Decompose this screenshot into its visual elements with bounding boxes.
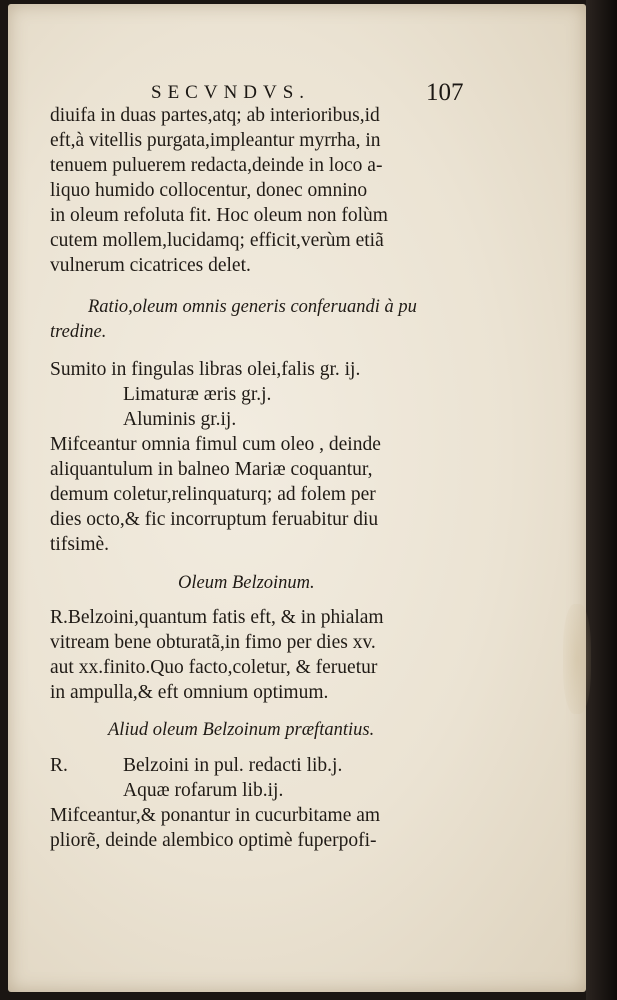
text-line: tifsimè. <box>50 534 110 555</box>
section-heading: Ratio,oleum omnis generis conferuandi à pu <box>88 297 417 317</box>
text-line: vulnerum cicatrices delet. <box>50 255 251 276</box>
text-line: tenuem puluerem redacta,deinde in loco a- <box>50 155 383 176</box>
text-line: in ampulla,& eft omnium optimum. <box>50 682 329 703</box>
section-heading: Oleum Belzoinum. <box>178 573 315 593</box>
text-line: aut xx.finito.Quo facto,coletur, & feruetur <box>50 657 378 678</box>
text-line: dies octo,& fic incorruptum feruabitur diu <box>50 509 379 530</box>
ingredient-line: Belzoini in pul. redacti lib.j. <box>123 755 343 776</box>
text-line: R.Belzoini,quantum fatis eft, & in phialam <box>50 607 384 628</box>
text-line: diuifa in duas partes,atq; ab interioribus,id <box>50 105 380 126</box>
text-line: aliquantulum in balneo Mariæ coquantur, <box>50 459 373 480</box>
page-number: 107 <box>426 79 464 106</box>
ingredient-line: Aluminis gr.ij. <box>123 409 237 430</box>
ingredient-line: Limaturæ æris gr.j. <box>123 384 272 405</box>
text-line: eft,à vitellis purgata,impleantur myrrha, in <box>50 130 381 151</box>
text-line: cutem mollem,lucidamq; efficit,verùm etiã <box>50 230 384 251</box>
text-line: Mifceantur,& ponantur in cucurbitame am <box>50 805 381 826</box>
text-line: vitream bene obturatã,in fimo per dies xv. <box>50 632 376 653</box>
book-gutter-shadow <box>586 0 617 1000</box>
ingredient-line: Aquæ rofarum lib.ij. <box>123 780 284 801</box>
text-line: liquo humido collocentur, donec omnino <box>50 180 368 201</box>
section-heading: tredine. <box>50 322 107 342</box>
text-line: pliorẽ, deinde alembico optimè fuperpofi- <box>50 830 377 851</box>
running-title: SECVNDVS. <box>151 82 311 103</box>
page-stain <box>563 604 591 714</box>
text-line: demum coletur,relinquaturq; ad folem per <box>50 484 376 505</box>
section-heading: Aliud oleum Belzoinum præftantius. <box>108 720 375 740</box>
book-page <box>8 4 586 992</box>
text-line: in oleum refoluta fit. Hoc oleum non folùm <box>50 205 388 226</box>
text-line: Sumito in fingulas libras olei,falis gr. ij. <box>50 359 361 380</box>
text-line: Mifceantur omnia fimul cum oleo , deinde <box>50 434 381 455</box>
recipe-marker: R. <box>50 755 68 776</box>
